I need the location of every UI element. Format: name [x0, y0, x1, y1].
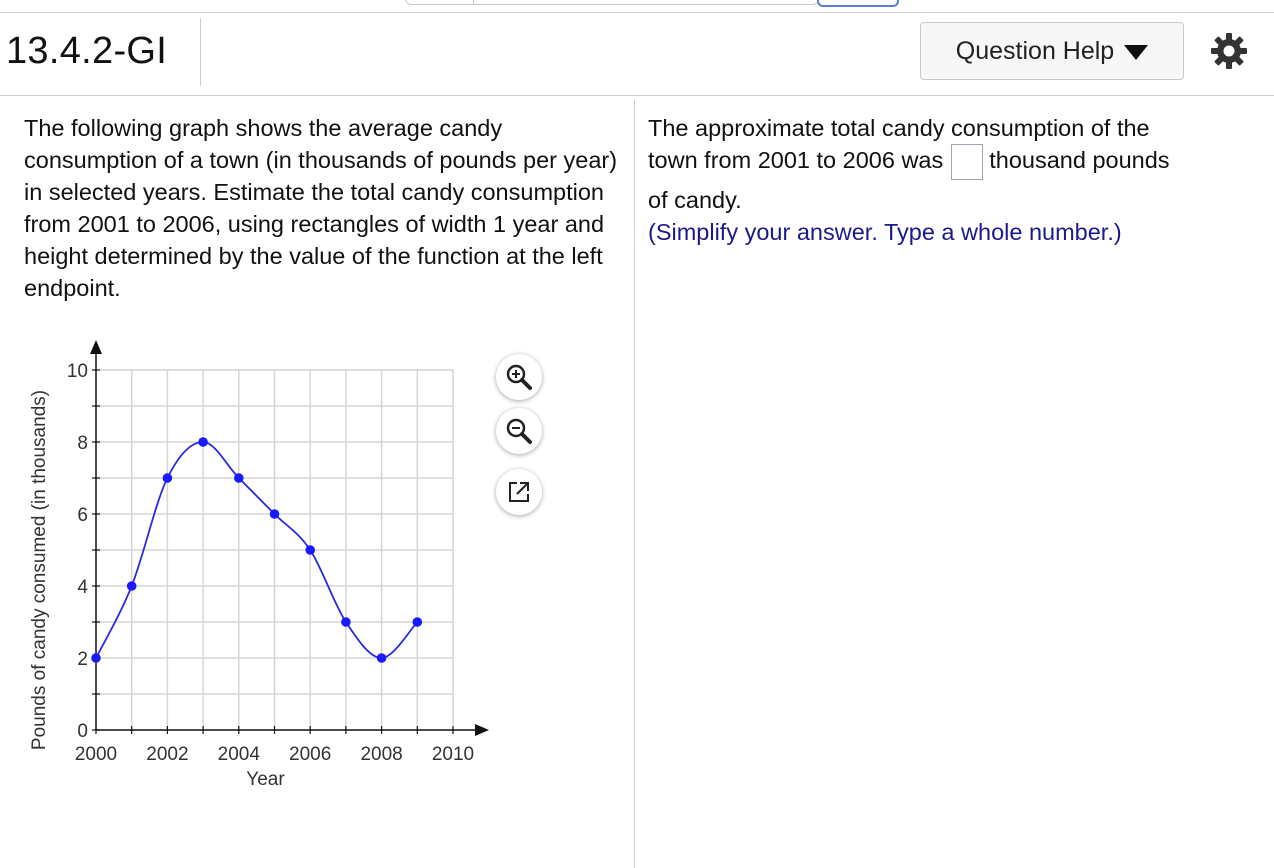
answer-input[interactable] [951, 144, 983, 180]
x-axis-arrow [475, 724, 489, 736]
answer-text-before: town from 2001 to 2006 was [648, 147, 944, 174]
data-point [413, 617, 423, 627]
data-point [270, 509, 280, 519]
question-prompt: The following graph shows the average candy consumption of a town (in thousands of pounds per year) in selected years. Estimate the total candy consumption from 2001 to 2006, using rectangles of width 1 year and height determined by the value of the function at the left endpoint. [24, 115, 618, 301]
x-tick-label: 2008 [360, 744, 403, 765]
zoom-out-icon [504, 416, 534, 446]
y-tick-label: 10 [66, 361, 88, 382]
question-help-button[interactable] [920, 22, 1184, 80]
x-tick-label: 2000 [74, 744, 118, 765]
data-point [91, 653, 101, 663]
question-help-label: Question Help [955, 36, 1115, 65]
triangle-down-icon [1124, 45, 1148, 60]
x-axis-label: Year [246, 769, 285, 790]
popout-icon [506, 479, 532, 505]
answer-line-2 [648, 144, 1248, 184]
zoom-in-button[interactable] [496, 354, 542, 400]
data-point [198, 437, 208, 447]
y-tick-label: 6 [77, 505, 88, 526]
answer-text-after: thousand pounds [989, 147, 1170, 174]
graph-panel [0, 330, 640, 810]
x-tick-label: 2002 [146, 744, 189, 765]
question-id: 13.4.2-GI [6, 30, 168, 72]
data-point [234, 473, 244, 483]
answer-line-1: The approximate total candy consumption of the [648, 115, 1150, 141]
answer-hint: (Simplify your answer. Type a whole number.) [648, 219, 1122, 245]
top-tab-divider [473, 0, 474, 4]
candy-chart [0, 330, 640, 810]
popout-button[interactable] [496, 469, 542, 515]
y-axis-label: Pounds of candy consumed (in thousands) [29, 389, 50, 751]
y-tick-label: 2 [77, 649, 88, 670]
answer-area [648, 112, 1248, 248]
x-tick-label: 2004 [217, 744, 260, 765]
zoom-in-icon [504, 362, 534, 392]
y-axis-arrow [90, 340, 102, 354]
top-tab-strip[interactable] [405, 0, 819, 5]
header-divider [200, 18, 201, 86]
x-tick-label: 2010 [431, 744, 475, 765]
data-point [305, 545, 315, 555]
gear-icon[interactable] [1210, 32, 1248, 70]
top-tab-active[interactable] [817, 0, 899, 7]
x-tick-label: 2006 [289, 744, 332, 765]
y-tick-label: 8 [77, 433, 88, 454]
answer-line-3: of candy. [648, 187, 742, 213]
data-point [341, 617, 351, 627]
top-rule [0, 12, 1274, 13]
data-point [377, 653, 387, 663]
header-rule [0, 95, 1274, 96]
y-tick-label: 0 [77, 721, 88, 742]
data-point [127, 581, 137, 591]
data-point [163, 473, 173, 483]
y-tick-label: 4 [77, 577, 88, 598]
zoom-out-button[interactable] [496, 408, 542, 454]
